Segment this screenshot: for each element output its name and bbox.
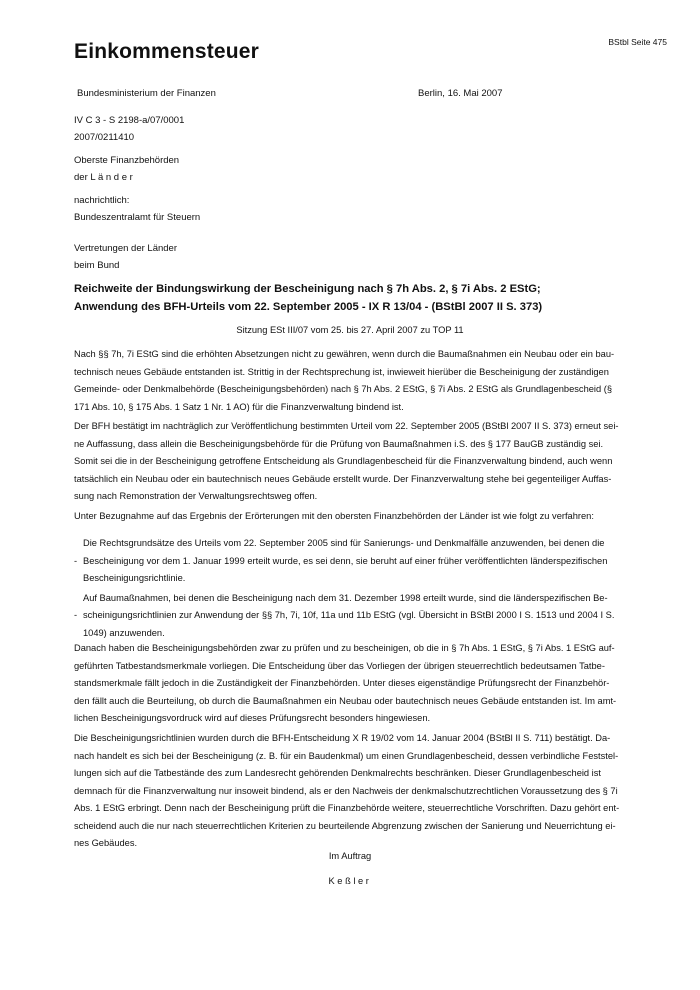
text-line: nach handelt es sich bei der Bescheinigung (z. B. für ein Baudenkmal) um einen Grundlagenbescheid, dessen verbindliche Feststel- [74,750,619,761]
subject-line: Reichweite der Bindungswirkung der Bescheinigung nach § 7h Abs. 2, § 7i Abs. 2 EStG; [74,283,541,295]
text-line: Der BFH bestätigt im nachträglich zur Veröffentlichung bestimmten Urteil vom 22. September 2005 (BStBl 2007 II S. 373) erneut sei- [74,421,619,431]
text-line: Somit sei die in der Bescheinigung getroffene Entscheidung als Grundlagenbescheid für die Finanzverwaltung bindend, auch wenn [74,456,613,466]
text-line: Bescheinigung vor dem 1. Januar 1999 erteilt wurde, es sei denn, sie beruht auf einer früher veröffentlichten länderspezifischen [83,555,608,566]
session-note: Sitzung ESt III/07 vom 25. bis 27. April 2007 zu TOP 11 [236,325,464,335]
signature: Keßler [328,876,372,886]
paragraph-1 [74,346,634,416]
text-line: scheinigungsrichtlinien zur Anwendung der §§ 7h, 7i, 10f, 11a und 11b EStG (vgl. Übersicht in BStBl 2000 I S. 1513 und 2004 I S. [83,610,615,620]
text-line: tatsächlich ein Neubau oder ein bautechnisch neues Gebäude erstellt wurde. Der Finanzverwaltung stehe bei gegenteiliger Auffas- [74,473,612,484]
document-title: Einkommensteuer [74,40,260,63]
text-line: standsmerkmale fällt jedoch in die Zuständigkeit der Finanzbehörden. Unter dieses eigenständige Prüfungsrecht der Finanzbehör- [74,678,610,688]
paragraph-4 [74,640,634,728]
recipient-line: der L ä n d e r [74,172,133,183]
text-line: geführten Tatbestandsmerkmale vorliegen. Die Entscheidung über das Vorliegen der übrigen steuerrechtlich bedeutsamen Tatbe- [74,660,605,671]
text-line: Nach §§ 7h, 7i EStG sind die erhöhten Absetzungen nicht zu gewähren, wenn durch die Baumaßnahmen ein Neubau oder ein bau- [74,349,615,359]
subject-heading [74,280,634,316]
text-line: technisch neues Gebäude entstanden ist. Strittig in der Rechtsprechung ist, inwieweit hierüber die Bescheinigung der zuständigen [74,366,609,377]
representations-line: Vertretungen der Länder [74,243,177,254]
text-line: Bescheinigungsrichtlinie. [83,573,186,583]
text-line: lungen sich auf die Tatbestände des zum Landesrecht gehörenden Denkmalrechts beschränken. Dieser Grundlagenbescheid ist [74,768,601,778]
reference-numbers [74,112,184,146]
text-line: Die Rechtsgrundsätze des Urteils vom 22. September 2005 sind für Sanierungs- und Denkmalfälle anzuwenden, bei denen die [83,538,605,548]
text-line: Gemeinde- oder Denkmalbehörde (Bescheinigungsbehörden) nach § 7h Abs. 2 EStG, § 7i Abs. 2 EStG als Grundlagenbescheid (§ [74,384,612,394]
recipient-block [74,152,179,186]
place-date: Berlin, 16. Mai 2007 [418,88,503,99]
paragraph-3 [74,508,634,526]
text-line: Unter Bezugnahme auf das Ergebnis der Erörterungen mit den obersten Finanzbehörden der Länder ist wie folgt zu verfahren: [74,511,594,521]
cc-line: Bundeszentralamt für Steuern [74,212,201,223]
list-item [74,535,644,588]
reference-line: IV C 3 - S 2198-a/07/0001 [74,115,185,126]
text-line: den fällt auch die Beurteilung, ob durch die Baumaßnahmen ein Neubau oder bautechnisch neues Gebäude entstanden ist. Im amt- [74,695,617,706]
procedure-list [74,535,644,642]
list-item [74,590,644,643]
text-line: sung nach Remonstration der Verwaltungsrechtsweg offen. [74,491,318,501]
text-line: 1049) anzuwenden. [83,627,165,638]
representations-block [74,240,177,274]
text-line: nes Gebäudes. [74,838,138,848]
paragraph-2 [74,418,634,506]
text-line: Danach haben die Bescheinigungsbehörden zwar zu prüfen und zu bescheinigen, ob die in § 7h Abs. 1 EStG, § 7i Abs. 1 EStG auf- [74,643,615,653]
cc-line: nachrichtlich: [74,195,130,206]
text-line: scheidend auch die nur nach steuerrechtlichen Kriterien zu beurteilende Abgrenzung zwischen der Sanierung und Neuerrichtung ei- [74,820,616,831]
text-line: 171 Abs. 10, § 175 Abs. 1 Satz 1 Nr. 1 AO) für die Finanzverwaltung bindend ist. [74,401,404,412]
text-line: lichen Bescheinigungsvordruck wird auf dieses Prüfungsrecht besonders hingewiesen. [74,713,431,723]
closing-by-order: Im Auftrag [328,851,372,861]
text-line: demnach für die Finanzverwaltung nur insoweit bindend, als er den Nachweis der denkmalschutzrechtlichen Voraussetzung des § 7i [74,785,618,796]
recipient-line: Oberste Finanzbehörden [74,155,180,166]
list-marker: - [74,610,78,620]
cc-block [74,192,200,226]
text-line: Die Bescheinigungsrichtlinien wurden durch die BFH-Entscheidung X R 19/02 vom 14. Januar 2004 (BStBl II S. 711) bestätigt. Da- [74,733,611,743]
subject-line: Anwendung des BFH-Urteils vom 22. September 2005 - IX R 13/04 - (BStBl 2007 II S. 373) [74,301,543,313]
reference-line: 2007/0211410 [74,132,135,143]
text-line: Abs. 1 EStG erbringt. Denn nach der Bescheinigung prüft die Finanzbehörde weitere, steuerrechtliche Vorschriften. Dazu gehört ent- [74,803,620,813]
representations-line: beim Bund [74,260,120,271]
text-line: ne Auffassung, dass allein die Bescheinigungsbehörde für die Prüfung von Baumaßnahmen i.S. des § 177 BauGB zuständig sei. [74,438,604,449]
sender-ministry: Bundesministerium der Finanzen [77,88,216,99]
text-line: Auf Baumaßnahmen, bei denen die Bescheinigung nach dem 31. Dezember 1998 erteilt wurde, sind die länderspezifischen Be- [83,592,608,603]
page-reference: BStbl Seite 475 [608,37,667,47]
list-marker: - [74,555,78,566]
paragraph-5 [74,730,634,853]
